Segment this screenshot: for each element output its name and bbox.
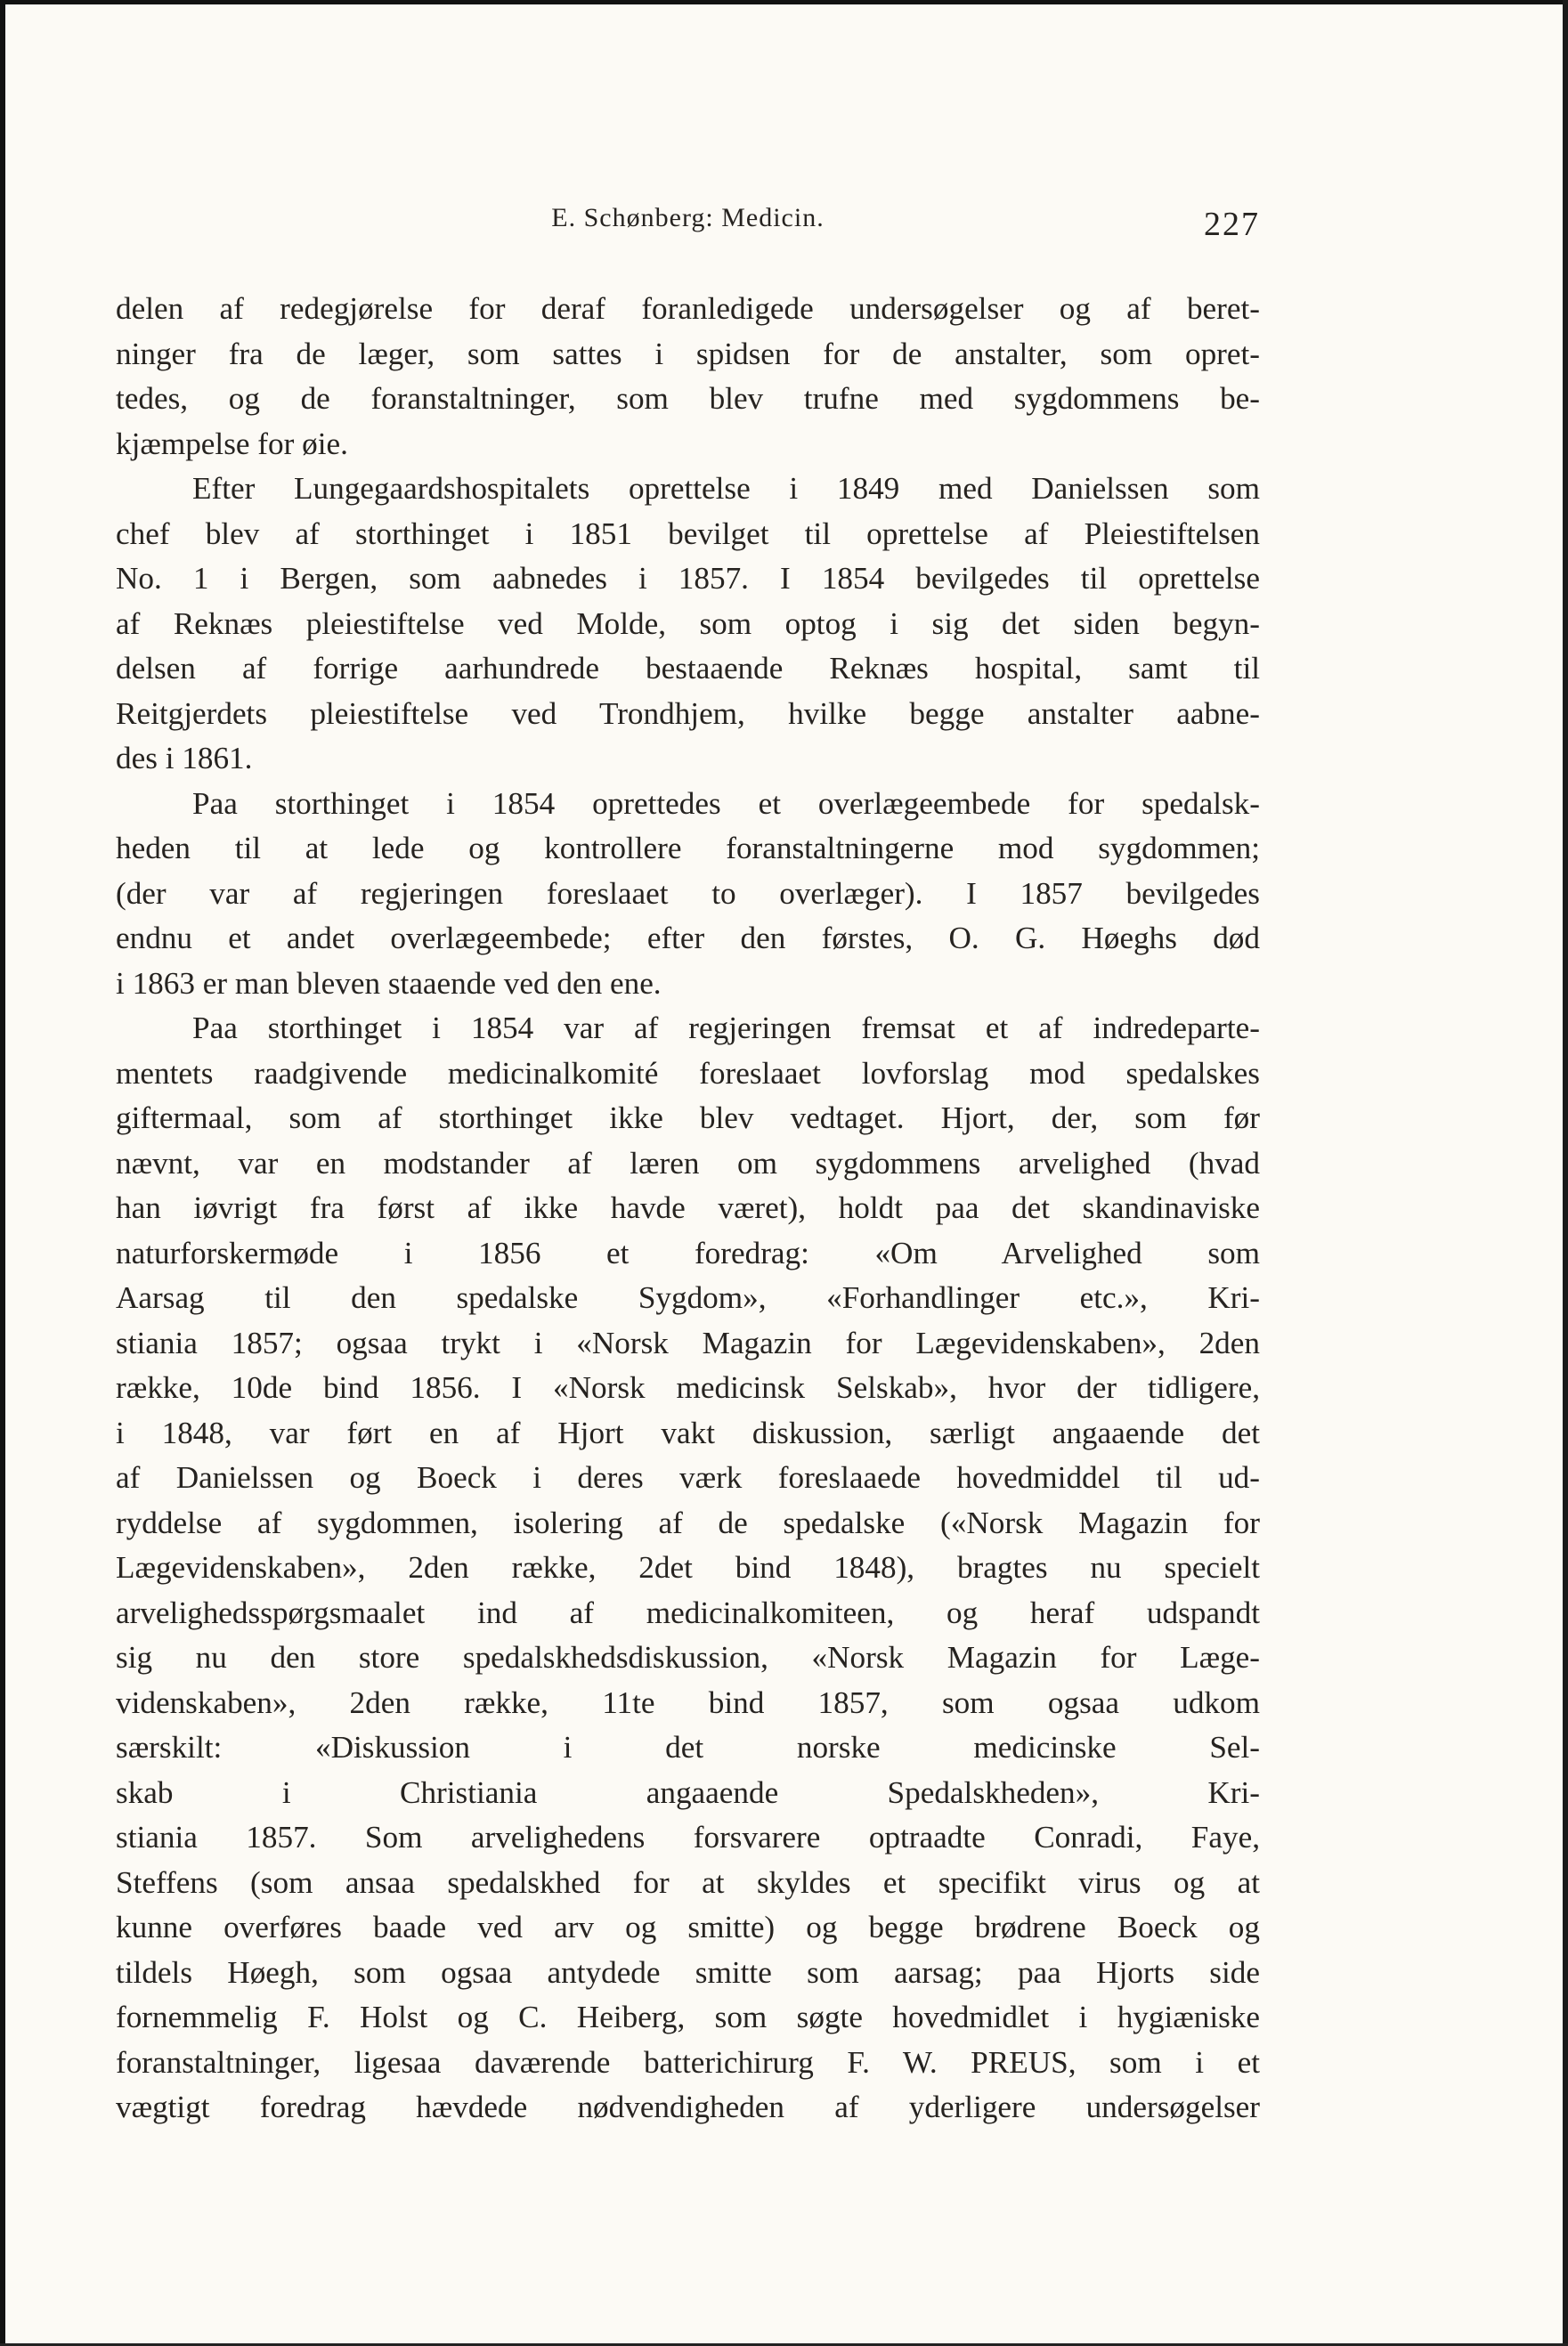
text-line: skab i Christiania angaaende Spedalskheden», Kri- xyxy=(116,1774,1260,1810)
text-line: nævnt, var en modstander af læren om sygdommens arvelighed (hvad xyxy=(116,1145,1260,1181)
text-line: Reitgjerdets pleiestiftelse ved Trondhjem, hvilke begge anstalter aabne- xyxy=(116,695,1260,731)
text-line: af Danielssen og Boeck i deres værk foreslaaede hovedmiddel til ud- xyxy=(116,1460,1260,1495)
text-line: ninger fra de læger, som sattes i spidsen for de anstalter, som opret- xyxy=(116,336,1260,371)
text-line: Paa storthinget i 1854 oprettedes et overlægeembede for spedalsk- xyxy=(192,785,1260,821)
running-head xyxy=(116,203,1260,242)
page-number: 227 xyxy=(1204,206,1260,243)
text-line: han iøvrigt fra først af ikke havde været), holdt paa det skandinaviske xyxy=(116,1190,1260,1225)
text-line: sig nu den store spedalskhedsdiskussion, «Norsk Magazin for Læge- xyxy=(116,1640,1260,1675)
text-line: kjæmpelse for øie. xyxy=(116,426,348,461)
text-line: række, 10de bind 1856. I «Norsk medicinsk Selskab», hvor der tidligere, xyxy=(116,1370,1260,1405)
text-line: videnskaben», 2den række, 11te bind 1857, som ogsaa udkom xyxy=(116,1684,1260,1720)
text-line: foranstaltninger, ligesaa daværende batterichirurg F. W. PREUS, som i et xyxy=(116,2044,1260,2080)
body-text xyxy=(116,287,1260,2131)
text-line: chef blev af storthinget i 1851 bevilget til oprettelse af Pleiestiftelsen xyxy=(116,515,1260,551)
text-line: stiania 1857. Som arvelighedens forsvarere optraadte Conradi, Faye, xyxy=(116,1820,1260,1855)
text-line: Paa storthinget i 1854 var af regjeringen fremsat et af indredeparte- xyxy=(192,1011,1260,1045)
text-line: mentets raadgivende medicinalkomité foreslaaet lovforslag mod spedalskes xyxy=(116,1055,1260,1091)
text-line: stiania 1857; ogsaa trykt i «Norsk Magazin for Lægevidenskaben», 2den xyxy=(116,1325,1260,1360)
text-line: Lægevidenskaben», 2den række, 2det bind 1848), bragtes nu specielt xyxy=(116,1550,1260,1585)
running-head-title: E. Schønberg: Medicin. xyxy=(551,203,825,232)
text-line: endnu et andet overlægeembede; efter den førstes, O. G. Høeghs død xyxy=(116,921,1260,955)
text-line: af Reknæs pleiestiftelse ved Molde, som optog i sig det siden begyn- xyxy=(116,605,1260,641)
text-line: Efter Lungegaardshospitalets oprettelse i 1849 med Danielssen som xyxy=(192,471,1260,506)
text-line: giftermaal, som af storthinget ikke blev vedtaget. Hjort, der, som før xyxy=(116,1100,1260,1135)
text-line: delsen af forrige aarhundrede bestaaende Reknæs hospital, samt til xyxy=(116,651,1260,686)
text-line: tildels Høegh, som ogsaa antydede smitte som aarsag; paa Hjorts side xyxy=(116,1954,1260,1990)
text-line: særskilt: «Diskussion i det norske medicinske Sel- xyxy=(116,1730,1260,1765)
text-line: arvelighedsspørgsmaalet ind af medicinalkomiteen, og heraf udspandt xyxy=(116,1595,1260,1630)
text-line: ryddelse af sygdommen, isolering af de spedalske («Norsk Magazin for xyxy=(116,1505,1260,1540)
text-line: i 1863 er man bleven staaende ved den ene. xyxy=(116,965,662,1001)
text-line: i 1848, var ført en af Hjort vakt diskussion, særligt angaaende det xyxy=(116,1415,1260,1450)
text-line: heden til at lede og kontrollere foranstaltningerne mod sygdommen; xyxy=(116,831,1260,865)
text-line: naturforskermøde i 1856 et foredrag: «Om Arvelighed som xyxy=(116,1235,1260,1270)
text-line: (der var af regjeringen foreslaaet to overlæger). I 1857 bevilgedes xyxy=(116,875,1260,911)
text-line: tedes, og de foranstaltninger, som blev trufne med sygdommens be- xyxy=(116,381,1260,416)
text-line: fornemmelig F. Holst og C. Heiberg, som søgte hovedmidlet i hygiæniske xyxy=(116,2000,1260,2034)
text-line: Aarsag til den spedalske Sygdom», «Forhandlinger etc.», Kri- xyxy=(116,1280,1260,1315)
text-line: delen af redegjørelse for deraf foranledigede undersøgelser og af beret- xyxy=(116,291,1260,326)
text-line: No. 1 i Bergen, som aabnedes i 1857. I 1854 bevilgedes til oprettelse xyxy=(116,561,1260,596)
text-line: Steffens (som ansaa spedalskhed for at skyldes et specifikt virus og at xyxy=(116,1864,1260,1900)
text-line: vægtigt foredrag hævdede nødvendigheden af yderligere undersøgelser xyxy=(116,2090,1260,2124)
text-line: des i 1861. xyxy=(116,741,253,775)
scan-border-right xyxy=(1563,0,1568,2346)
text-line: kunne overføres baade ved arv og smitte) og begge brødrene Boeck og xyxy=(116,1910,1260,1944)
